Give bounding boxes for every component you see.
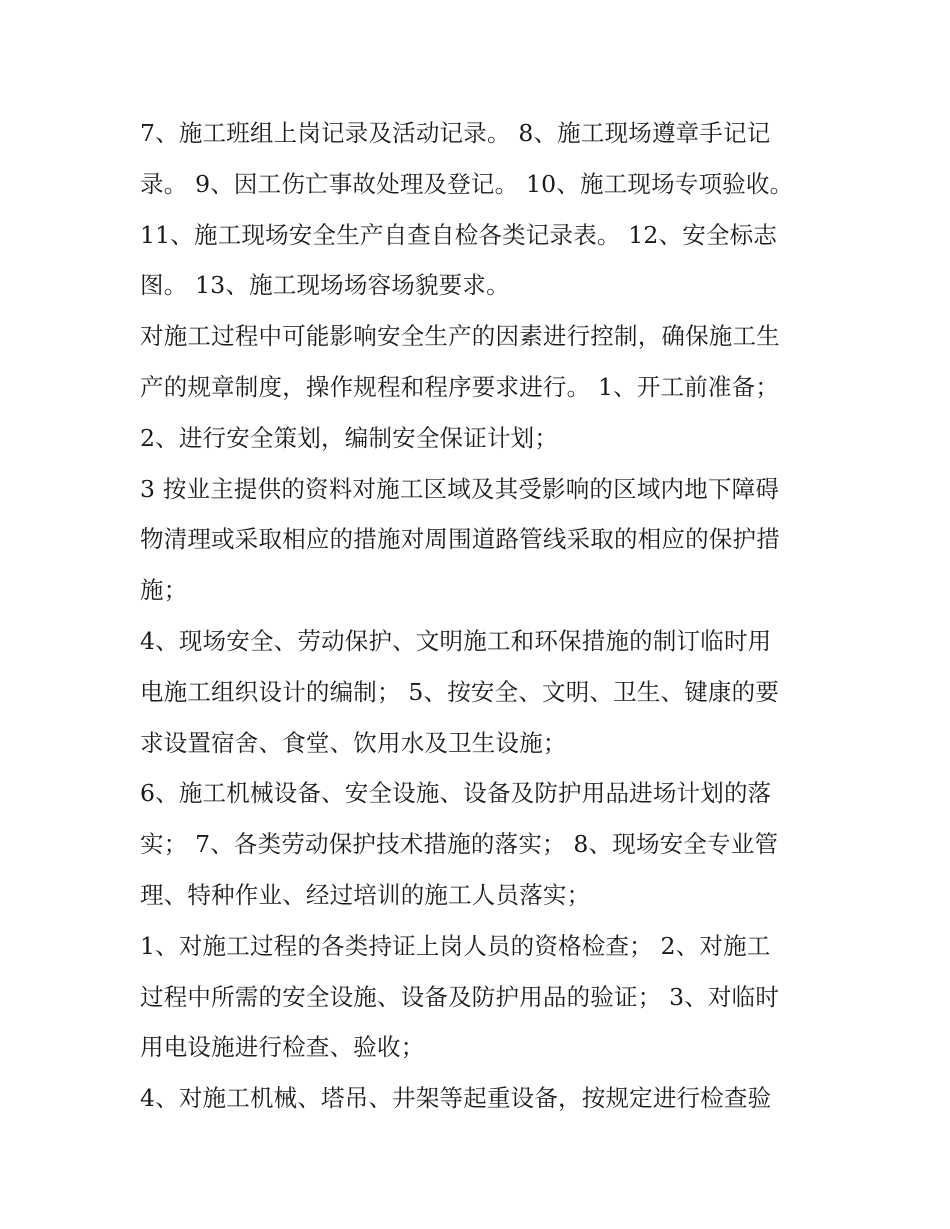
text-line: 实； 7、各类劳动保护技术措施的落实； 8、现场安全专业管 — [140, 830, 779, 859]
text-line: 对施工过程中可能影响安全生产的因素进行控制，确保施工生 — [140, 322, 780, 351]
text-line: 过程中所需的安全设施、设备及防护用品的验证； 3、对临时 — [140, 982, 780, 1011]
text-line: 用电设施进行检查、验收； — [140, 1033, 425, 1062]
paragraph-inspections — [140, 921, 820, 1073]
text-line: 6、施工机械设备、安全设施、设备及防护用品进场计划的落 — [140, 779, 772, 808]
text-line: 4、对施工机械、塔吊、井架等起重设备，按规定进行检查验 — [140, 1084, 772, 1113]
paragraph-safety-planning — [140, 413, 820, 464]
text-line: 2、进行安全策划，编制安全保证计划； — [140, 423, 559, 452]
text-line: 4、现场安全、劳动保护、文明施工和环保措施的制订临时用 — [140, 626, 772, 655]
paragraph-safety-control — [140, 311, 820, 413]
text-line: 施； — [140, 576, 188, 605]
text-line: 11、施工现场安全生产自查自检各类记录表。 12、安全标志 — [140, 220, 778, 249]
text-line: 电施工组织设计的编制； 5、按安全、文明、卫生、键康的要 — [140, 677, 780, 706]
paragraph-site-safety-measures — [140, 616, 820, 768]
text-line: 理、特种作业、经过培训的施工人员落实； — [140, 880, 591, 909]
text-line: 3 按业主提供的资料对施工区域及其受影响的区域内地下障碍 — [140, 474, 780, 503]
text-line: 求设置宿舍、食堂、饮用水及卫生设施； — [140, 728, 567, 757]
document-body — [140, 108, 820, 1124]
paragraph-records-list — [140, 108, 820, 311]
paragraph-lifting-equipment — [140, 1073, 820, 1124]
text-line: 物清理或采取相应的措施对周围道路管线采取的相应的保护措 — [140, 525, 780, 554]
text-line: 图。 13、施工现场场容场貌要求。 — [140, 271, 510, 300]
paragraph-underground-obstacles — [140, 464, 820, 616]
text-line: 录。 9、因工伤亡事故处理及登记。 10、施工现场专项验收。 — [140, 169, 794, 198]
paragraph-equipment-implementation — [140, 768, 820, 920]
text-line: 7、施工班组上岗记录及活动记录。 8、施工现场遵章手记记 — [140, 119, 771, 147]
text-line: 1、对施工过程的各类持证上岗人员的资格检查； 2、对施工 — [140, 931, 771, 960]
text-line: 产的规章制度，操作规程和程序要求进行。 1、开工前准备； — [140, 372, 780, 401]
